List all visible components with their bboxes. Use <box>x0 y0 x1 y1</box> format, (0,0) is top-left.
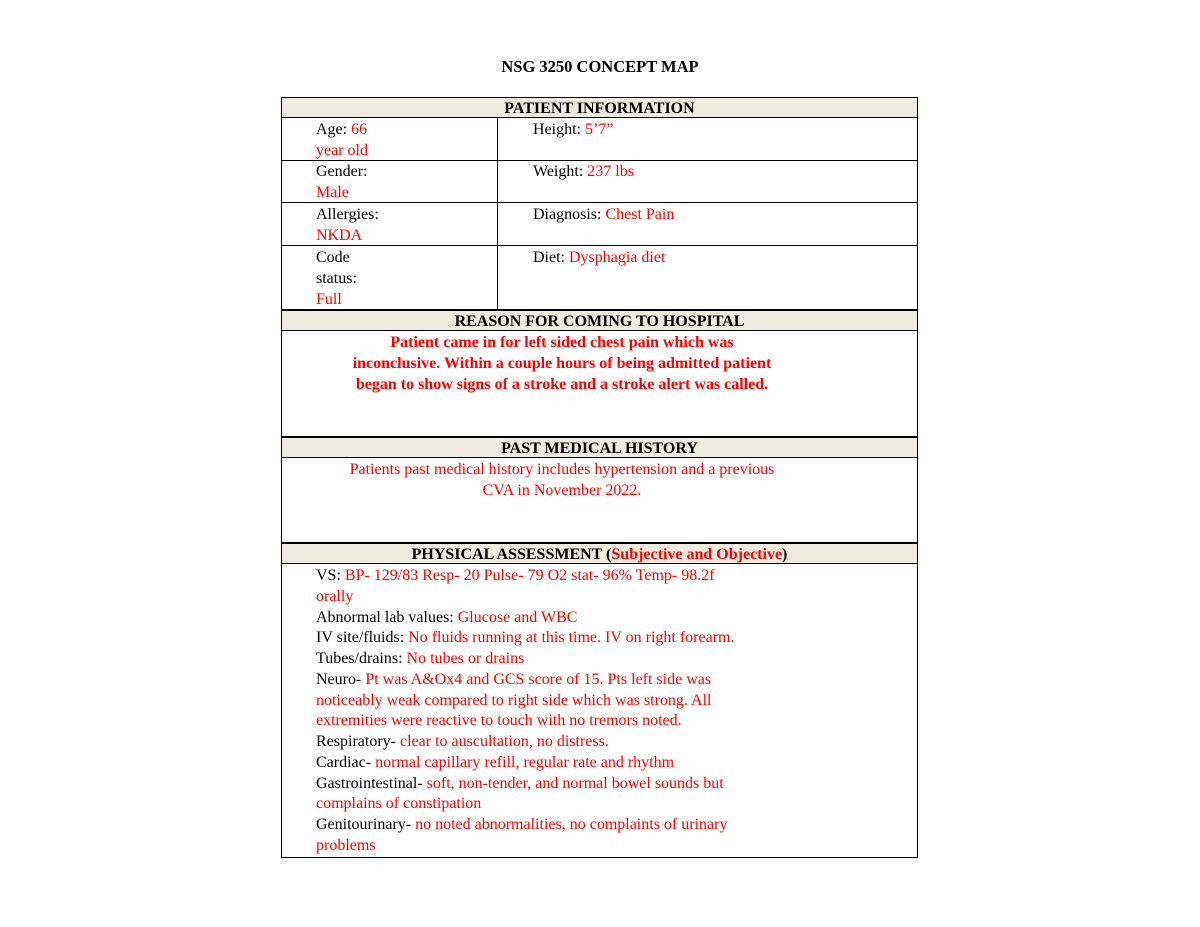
gu-line <box>316 815 806 836</box>
code-status-label: Code <box>316 249 350 266</box>
tubes-value: No tubes or drains <box>406 650 525 667</box>
column-divider <box>497 118 498 310</box>
age-cell <box>316 119 494 161</box>
gu-label: Genitourinary- <box>316 816 412 833</box>
age-value-unit: year old <box>316 142 368 159</box>
age-value: 66 <box>351 121 368 138</box>
diagnosis-cell <box>533 204 913 225</box>
allergies-cell <box>316 204 494 246</box>
assessment-header <box>281 543 918 564</box>
history-header: PAST MEDICAL HISTORY <box>281 437 918 458</box>
neuro-value-3: extremities were reactive to touch with no tremors noted. <box>316 712 682 730</box>
code-status-cell <box>316 247 494 310</box>
reason-text <box>282 332 842 395</box>
gu-value-2: problems <box>316 836 376 854</box>
reason-header: REASON FOR COMING TO HOSPITAL <box>281 310 918 331</box>
gender-cell <box>316 161 494 203</box>
tubes-label: Tubes/drains: <box>316 650 403 667</box>
assessment-header-highlight: Subjective and Objective <box>611 546 783 563</box>
assessment-header-prefix: PHYSICAL ASSESSMENT ( <box>411 546 612 563</box>
respiratory-line <box>316 732 806 753</box>
cardiac-value: normal capillary refill, regular rate and rhythm <box>375 753 675 771</box>
vs-line <box>316 566 806 587</box>
vs-value: BP- 129/83 Resp- 20 Pulse- 79 O2 stat- 96% Temp- 98.2f <box>344 567 715 584</box>
gi-value: soft, non-tender, and normal bowel sounds but <box>426 774 724 792</box>
cardiac-label: Cardiac- <box>316 753 372 771</box>
gi-line <box>316 774 806 795</box>
history-line: Patients past medical history includes hypertension and a previous <box>349 461 775 478</box>
vs-value-2: orally <box>316 587 354 605</box>
weight-value: 237 lbs <box>587 163 634 180</box>
allergies-value: NKDA <box>316 227 363 244</box>
iv-value: No fluids running at this time. IV on right forearm. <box>408 629 735 647</box>
history-text <box>282 459 842 501</box>
height-label: Height: <box>533 121 581 138</box>
weight-label: Weight: <box>533 163 584 180</box>
code-status-value: Full <box>316 291 342 308</box>
diet-value: Dysphagia diet <box>569 249 666 266</box>
neuro-value: Pt was A&Ox4 and GCS score of 15. Pts left side was <box>365 670 712 688</box>
neuro-line <box>316 670 806 691</box>
height-value: 5’7” <box>585 121 614 138</box>
diagnosis-label: Diagnosis: <box>533 206 602 223</box>
reason-line: inconclusive. Within a couple hours of being admitted patient <box>352 355 772 372</box>
diagnosis-value: Chest Pain <box>605 206 675 223</box>
lab-line <box>316 608 806 629</box>
allergies-label: Allergies: <box>316 206 379 223</box>
respiratory-value: clear to auscultation, no distress. <box>399 733 609 750</box>
tubes-line <box>316 649 806 670</box>
age-label: Age: <box>316 121 348 138</box>
assessment-header-suffix: ) <box>782 546 788 563</box>
respiratory-label: Respiratory- <box>316 733 396 750</box>
neuro-value-2: noticeably weak compared to right side which was strong. All <box>316 691 712 709</box>
page-title: NSG 3250 CONCEPT MAP <box>501 57 699 76</box>
reason-line: began to show signs of a stroke and a stroke alert was called. <box>355 376 769 393</box>
cardiac-line <box>316 753 806 774</box>
gender-value: Male <box>316 184 349 201</box>
diet-cell <box>533 247 913 268</box>
gu-value: no noted abnormalities, no complaints of urinary <box>415 816 728 833</box>
height-cell <box>533 119 913 140</box>
gi-value-2: complains of constipation <box>316 795 482 813</box>
lab-value: Glucose and WBC <box>457 608 578 626</box>
history-line: CVA in November 2022. <box>482 482 642 499</box>
lab-label: Abnormal lab values: <box>316 608 454 626</box>
assessment-body <box>316 566 806 857</box>
code-status-label-2: status: <box>316 270 357 287</box>
neuro-label: Neuro- <box>316 670 362 688</box>
diet-label: Diet: <box>533 249 565 266</box>
iv-line <box>316 628 806 649</box>
gi-label: Gastrointestinal- <box>316 774 423 792</box>
patient-information-header: PATIENT INFORMATION <box>281 97 918 118</box>
reason-line: Patient came in for left sided chest pain which was <box>390 334 734 351</box>
gender-label: Gender: <box>316 163 368 180</box>
iv-label: IV site/fluids: <box>316 629 405 647</box>
weight-cell <box>533 161 913 182</box>
vs-label: VS: <box>316 567 341 584</box>
